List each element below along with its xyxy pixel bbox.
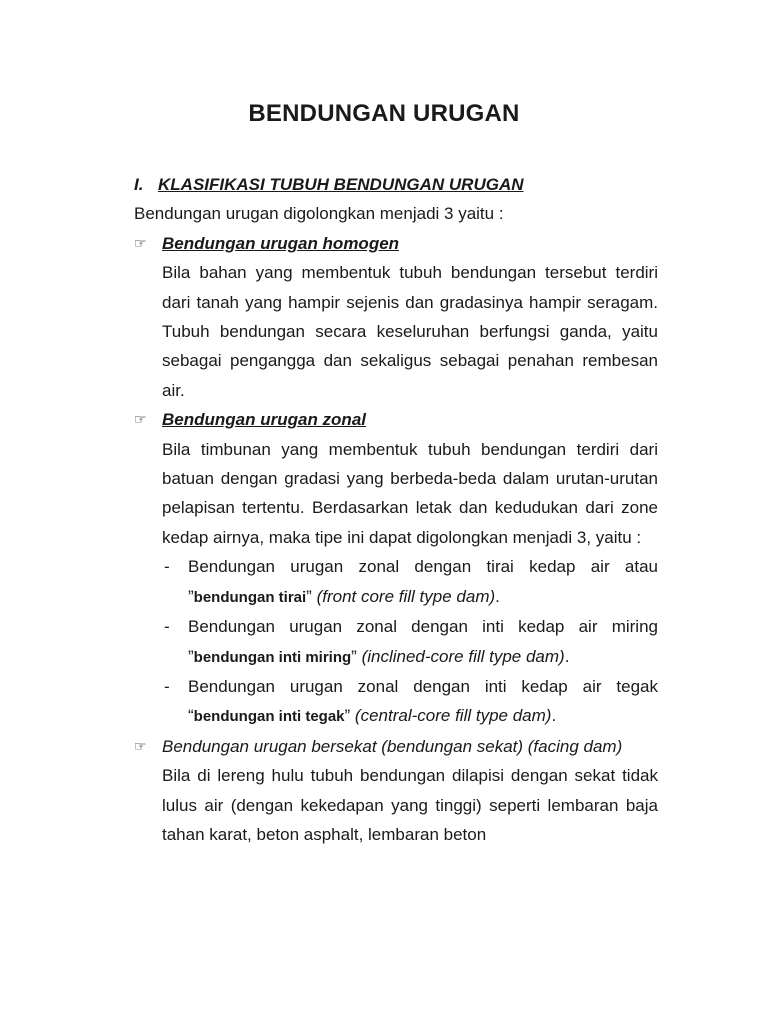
dash-marker: - <box>164 617 170 637</box>
list-item <box>134 672 658 732</box>
open-quote: ” <box>188 586 194 606</box>
section-heading <box>134 170 658 199</box>
subtype-english: (front core fill type dam) <box>316 586 496 606</box>
bullet-title-bersekat: Bendungan urugan bersekat (bendungan sekat) (facing dam) <box>162 736 623 756</box>
paragraph-homogen: Bila bahan yang membentuk tubuh bendungan tersebut terdiri dari tanah yang hampir sejenis dan gradasinya hampir seragam. Tubuh bendungan secara keseluruhan berfungsi ganda, yaitu sebagai pengangga dan sekaligus sebagai penahan rembesan air. <box>162 263 658 400</box>
dash-marker: - <box>164 676 170 696</box>
pointing-hand-icon: ☞ <box>134 234 147 251</box>
pointing-hand-icon: ☞ <box>134 737 147 754</box>
subtype-english: (inclined-core fill type dam) <box>361 646 565 666</box>
subtype-term: bendungan inti miring <box>193 648 352 666</box>
open-quote: ” <box>188 646 194 666</box>
subtype-text: Bendungan urugan zonal dengan tirai kedap air atau <box>188 557 658 577</box>
subtype-english: (central-core fill type dam) <box>354 706 552 726</box>
paragraph-zonal: Bila timbunan yang membentuk tubuh bendungan terdiri dari batuan dengan gradasi yang berbeda-beda dalam urutan-urutan pelapisan tertentu. Berdasarkan letak dan kedudukan dari zone kedap airnya, maka tipe ini dapat digolongkan menjadi 3, yaitu : <box>162 439 658 547</box>
close-quote: ” <box>351 646 357 666</box>
bullet-bersekat <box>134 732 658 761</box>
paragraph-bersekat: Bila di lereng hulu tubuh bendungan dilapisi dengan sekat tidak lulus air (dengan kekedapan yang tinggi) seperti lembaran baja tahan karat, beton asphalt, lembaran beton <box>162 766 658 844</box>
subtype-text: Bendungan urugan zonal dengan inti kedap air miring <box>188 617 658 637</box>
close-quote: ” <box>306 586 312 606</box>
dash-marker: - <box>164 557 170 577</box>
bullet-title-zonal: Bendungan urugan zonal <box>162 410 366 430</box>
subtype-end: . <box>564 646 570 666</box>
bullet-title-homogen: Bendungan urugan homogen <box>162 233 400 253</box>
subtype-text: Bendungan urugan zonal dengan inti kedap air tegak <box>188 676 658 696</box>
subtype-end: . <box>495 586 500 606</box>
subtype-term: bendungan tirai <box>193 588 307 606</box>
list-item <box>134 552 658 612</box>
list-item <box>134 612 658 672</box>
pointing-hand-icon: ☞ <box>134 411 147 428</box>
document-body <box>134 170 658 849</box>
bullet-zonal <box>134 405 658 434</box>
subtype-end: . <box>551 706 557 726</box>
open-quote: “ <box>188 706 194 726</box>
section-number: I. <box>134 175 144 194</box>
subtype-term: bendungan inti tegak <box>193 708 345 726</box>
section-intro: Bendungan urugan digolongkan menjadi 3 yaitu : <box>134 204 504 224</box>
bullet-homogen <box>134 229 658 258</box>
close-quote: ” <box>344 706 351 726</box>
section-heading-text: KLASIFIKASI TUBUH BENDUNGAN URUGAN <box>158 175 524 194</box>
page-title: BENDUNGAN URUGAN <box>248 100 520 127</box>
